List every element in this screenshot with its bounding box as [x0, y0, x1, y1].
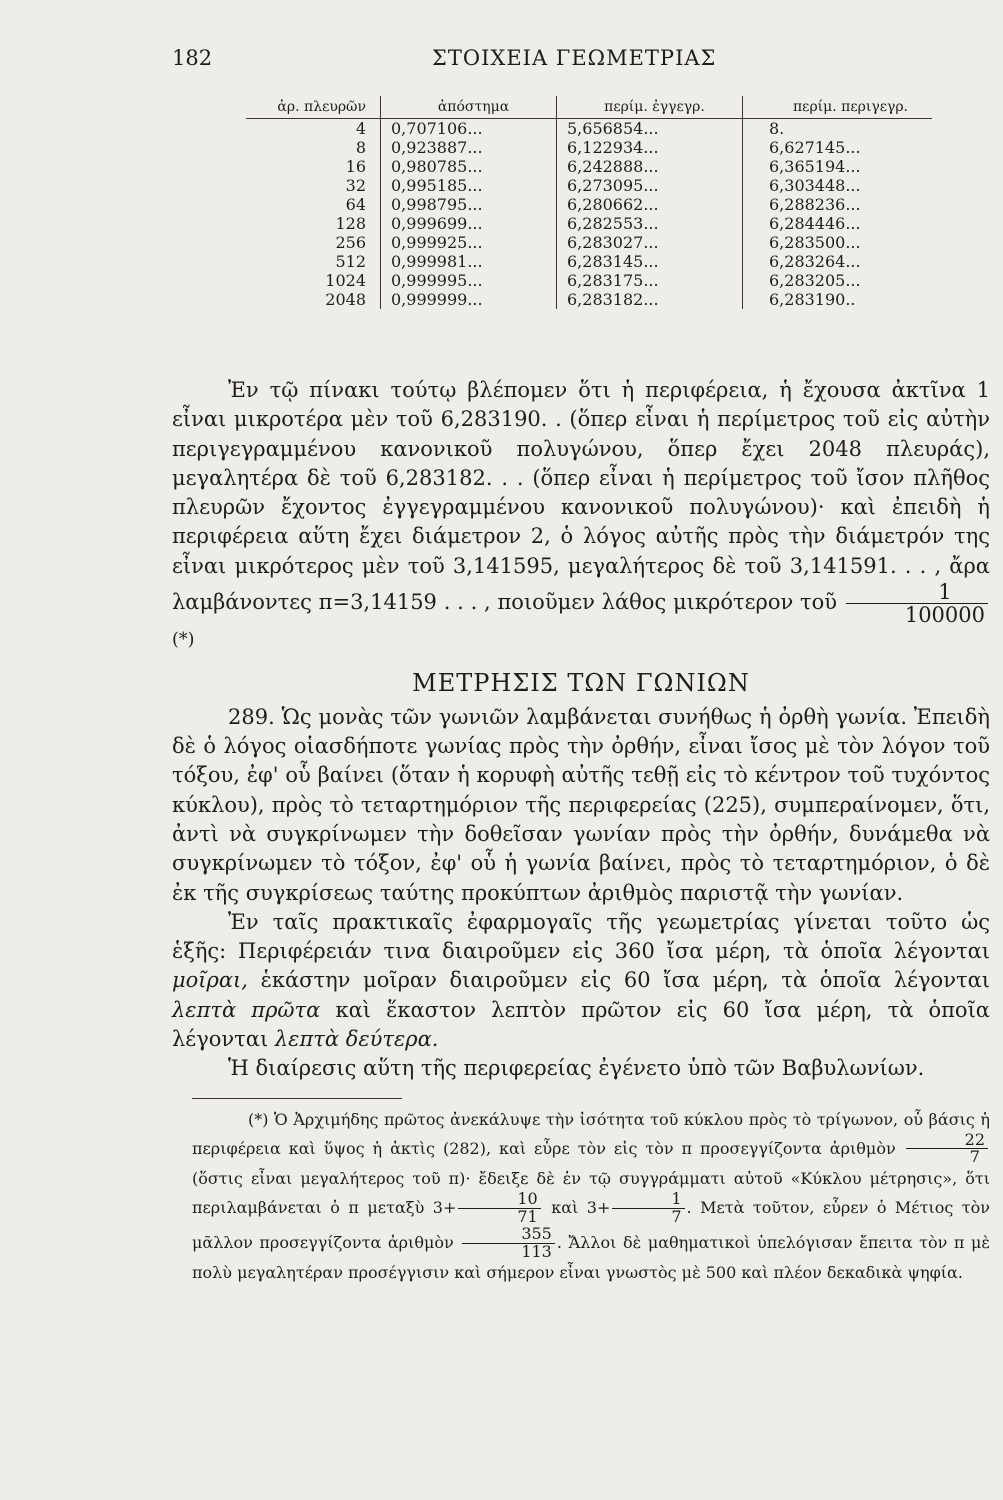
footnote-part-2: (ὅστις εἶναι μεγαλήτερος τοῦ π)· ἔδειξε δὲ ἐν τῷ συγγράμματι αὐτοῦ «Κύκλου μέτρησις», ὅτι περιλαμβάνεται ὁ π μεταξὺ 3+ [192, 1169, 990, 1218]
paragraph-practical [172, 908, 990, 1054]
apothem-cell: 0,980785... [381, 157, 557, 176]
inscribed-perimeter-cell: 6,283145... [557, 252, 743, 271]
footnote-mark: (*) [172, 630, 195, 651]
sides-cell: 4 [355, 118, 366, 138]
footnote-part-1: (*) Ὁ Ἀρχιμήδης πρῶτος ἀνεκάλυψε τὴν ἰσότητα τοῦ κύκλου πρὸς τὸ τρίγωνον, οὗ βάσις ἡ περιφέρεια καὶ ὕψος ἡ ἀκτὶς (282), καὶ εὗρε τὸν εἰς τὸν π προσεγγίζοντα ἀριθμὸν [192, 1109, 990, 1158]
circumscribed-perimeter-cell: 6,283205... [743, 271, 933, 290]
inscribed-perimeter-cell: 6,242888... [557, 157, 743, 176]
table-row [246, 214, 932, 233]
table-row [246, 290, 932, 309]
polygon-values-table [246, 96, 932, 309]
footnote-text [192, 1107, 990, 1286]
paragraph-3-part-c: καὶ ἕκαστον λεπτὸν πρῶτον εἰς 60 ἴσα μέρη, τὰ ὁποῖα λέγονται [172, 997, 990, 1052]
circumscribed-perimeter-cell: 6,303448... [743, 176, 933, 195]
sides-cell: 1024 [325, 270, 366, 290]
paragraph-table-discussion [172, 376, 990, 661]
table-header-row [246, 96, 932, 119]
circumscribed-perimeter-cell: 6,627145... [743, 138, 933, 157]
apothem-cell: 0,999925... [381, 233, 557, 252]
footnote-part-3: καὶ 3+ [551, 1198, 611, 1218]
fraction-numerator: 1 [612, 1191, 684, 1209]
table-row [246, 252, 932, 271]
inscribed-perimeter-cell: 6,283182... [557, 290, 743, 309]
footnote [172, 1107, 990, 1286]
col-header-circumscribed: περίμ. περιγεγρ. [743, 96, 933, 119]
fraction-denominator: 7 [969, 1147, 980, 1167]
table-row [246, 271, 932, 290]
apothem-cell: 0,999981... [381, 252, 557, 271]
circumscribed-perimeter-cell: 6,284446... [743, 214, 933, 233]
apothem-cell: 0,998795... [381, 195, 557, 214]
table-row [246, 157, 932, 176]
fraction-numerator: 22 [906, 1132, 988, 1150]
fraction-numerator: 10 [458, 1191, 540, 1209]
fraction-1-7 [612, 1191, 684, 1226]
circumscribed-perimeter-cell: 6,283264... [743, 252, 933, 271]
table-row [246, 233, 932, 252]
fraction-denominator: 100000 [904, 603, 985, 628]
paragraph-3-part-a: Ἐν ταῖς πρακτικαῖς ἐφαρμογαῖς τῆς γεωμετρίας γίνεται τοῦτο ὡς ἑξῆς: Περιφέρειάν τινα διαιροῦμεν εἰς 360 ἴσα μέρη, τὰ ὁποῖα λέγονται [172, 909, 990, 964]
apothem-cell: 0,999995... [381, 271, 557, 290]
inscribed-perimeter-cell: 6,122934... [557, 138, 743, 157]
fraction-denominator: 71 [517, 1207, 538, 1227]
table-row [246, 138, 932, 157]
paragraph-1-text: Ἐν τῷ πίνακι τούτῳ βλέπομεν ὅτι ἡ περιφέρεια, ἡ ἔχουσα ἀκτῖνα 1 εἶναι μικροτέρα μὲν τοῦ 6,283190. . (ὅπερ εἶναι ἡ περίμετρος τοῦ εἰς αὐτὴν περιγεγραμμένου κανονικοῦ πολυγώνου, ὅπερ ἔχει 2048 πλευράς), μεγαλητέρα δὲ τοῦ 6,283182. . . (ὅπερ εἶναι ἡ περίμετρος τοῦ ἴσον πλῆθος πλευρῶν ἔχοντος ἐγγεγραμμένου κανονικοῦ πολυγώνου)· καὶ ἐπειδὴ ἡ περιφέρεια αὕτη ἔχει διάμετρον 2, ὁ λόγος αὐτῆς πρὸς τὴν διάμετρόν της εἶναι μικρότερος μὲν τοῦ 3,141595, μεγαλήτερος δὲ τοῦ 3,141591. . . , ἄρα λαμβάνοντες π=3,14159 . . . , ποιοῦμεν λάθος μικρότερον τοῦ [172, 378, 990, 615]
circumscribed-perimeter-cell: 6,283500... [743, 233, 933, 252]
term-lepta-prota: λεπτὰ πρῶτα [172, 997, 321, 1022]
sides-cell: 256 [335, 232, 366, 252]
section-title: ΜΕΤΡΗΣΙΣ ΤΩΝ ΓΩΝΙΩΝ [412, 669, 750, 698]
circumscribed-perimeter-cell: 6,365194... [743, 157, 933, 176]
table-body [246, 119, 932, 310]
inscribed-perimeter-cell: 6,280662... [557, 195, 743, 214]
table-row [246, 119, 932, 139]
table-row [246, 176, 932, 195]
apothem-cell: 0,923887... [381, 138, 557, 157]
sides-cell: 128 [335, 213, 366, 233]
page-header [0, 44, 1003, 78]
paragraph-289: 289. Ὡς μονὰς τῶν γωνιῶν λαμβάνεται συνήθως ἡ ὀρθὴ γωνία. Ἐπειδὴ δὲ ὁ λόγος οἱασδήποτε γωνίας πρὸς τὴν ὀρθήν, εἶναι ἴσος μὲ τὸν λόγον τοῦ τόξου, ἐφ' οὗ βαίνει (ὅταν ἡ κορυφὴ αὐτῆς τεθῇ εἰς τὸ κέντρον τοῦ τυχόντος κύκλου), πρὸς τὸ τεταρτημόριον τῆς περιφερείας (225), συμπεραίνομεν, ὅτι, ἀντὶ νὰ συγκρίνωμεν τὴν δοθεῖσαν γωνίαν πρὸς τὴν ὀρθήν, δυνάμεθα νὰ συγκρίνωμεν τὸ τόξον, ἐφ' οὗ ἡ γωνία βαίνει, πρὸς τὸ τεταρτημόριον, ὁ δὲ ἐκ τῆς συγκρίσεως ταύτης προκύπτων ἀριθμὸς παριστᾷ τὴν γωνίαν. [172, 704, 990, 905]
apothem-cell: 0,999699... [381, 214, 557, 233]
circumscribed-perimeter-cell: 6,288236... [743, 195, 933, 214]
inscribed-perimeter-cell: 6,282553... [557, 214, 743, 233]
col-header-inscribed: περίμ. ἐγγεγρ. [557, 96, 743, 119]
apothem-cell: 0,999999... [381, 290, 557, 309]
body-text [172, 376, 990, 1285]
sides-cell: 512 [335, 251, 366, 271]
fraction-denominator: 113 [521, 1241, 552, 1261]
fraction-numerator: 355 [462, 1226, 555, 1244]
apothem-cell: 0,995185... [381, 176, 557, 195]
term-lepta-deftera: λεπτὰ δεύτερα. [274, 1027, 439, 1052]
col-header-sides: ἀρ. πλευρῶν [246, 96, 381, 119]
col-header-apothem: ἀπόστημα [381, 96, 557, 119]
running-title: ΣΤΟΙΧΕΙΑ ΓΕΩΜΕΤΡΙΑΣ [432, 46, 717, 70]
apothem-cell: 0,707106... [381, 119, 557, 139]
inscribed-perimeter-cell: 6,283027... [557, 233, 743, 252]
fraction-10-71 [458, 1191, 540, 1226]
inscribed-perimeter-cell: 6,273095... [557, 176, 743, 195]
inscribed-perimeter-cell: 6,283175... [557, 271, 743, 290]
page-number: 182 [172, 46, 213, 70]
fraction-355-113 [462, 1223, 555, 1261]
footnote-part-4: . Μετὰ τοῦτον, εὗρεν ὁ Μέτιος τὸν μᾶλλον προσεγγίζοντα ἀριθμὸν [192, 1198, 991, 1252]
sides-cell: 2048 [325, 289, 366, 309]
footnote-divider [192, 1098, 402, 1099]
sides-cell: 64 [345, 194, 366, 214]
term-moirai: μοῖραι, [172, 968, 248, 993]
sides-cell: 16 [345, 156, 366, 176]
table-row [246, 195, 932, 214]
circumscribed-perimeter-cell: 6,283190.. [743, 290, 933, 309]
fraction-denominator: 7 [671, 1207, 682, 1227]
sides-cell: 32 [345, 175, 366, 195]
circumscribed-perimeter-cell: 8. [743, 119, 933, 139]
error-fraction [846, 581, 988, 626]
fraction-22-7 [906, 1129, 988, 1167]
paragraph-babylonians: Ἡ διαίρεσις αὕτη τῆς περιφερείας ἐγένετο ὑπὸ τῶν Βαβυλωνίων. [228, 1056, 925, 1081]
paragraph-3-part-b: ἑκάστην μοῖραν διαιροῦμεν εἰς 60 ἴσα μέρη, τὰ ὁποῖα λέγονται [247, 968, 990, 993]
inscribed-perimeter-cell: 5,656854... [557, 119, 743, 139]
fraction-numerator: 1 [846, 581, 988, 604]
footnote-part-5: . Ἄλλοι δὲ μαθηματικοὶ ὑπελόγισαν ἔπειτα τὸν π μὲ πολὺ μεγαλητέραν προσέγγισιν καὶ σήμερον εἶναι γνωστὸς μὲ 500 καὶ πλέον δεκαδικὰ ψηφία. [192, 1232, 990, 1283]
sides-cell: 8 [355, 137, 366, 157]
